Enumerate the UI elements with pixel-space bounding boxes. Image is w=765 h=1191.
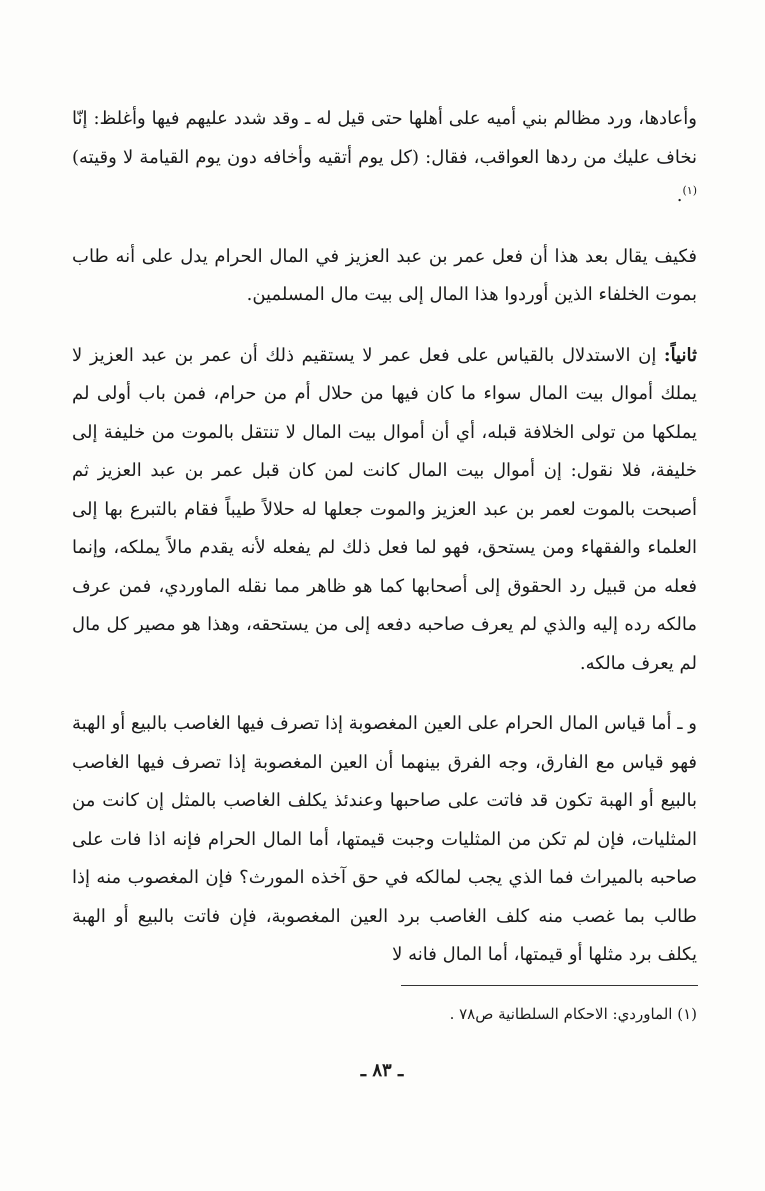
- page-body: [72, 100, 697, 997]
- paragraph-3-lead: ثانياً:: [663, 344, 697, 366]
- paragraph-2: [72, 238, 697, 315]
- paragraph-4: [72, 705, 697, 975]
- footnote-reference[interactable]: (١): [682, 184, 697, 197]
- footnote: (١) الماوردي: الاحكام السلطانية ص٧٨ .: [449, 1005, 697, 1023]
- paragraph-3-text: إن الاستدلال بالقياس على فعل عمر لا يستقيم ذلك أن عمر بن عبد العزيز لا يملك أموال بيت المال سواء ما كان فيها من حلال أم من حرام، فمن باب أولى لم يملكها من تولى الخلافة قبله، أي أن أموال بيت المال لا تنتقل بالموت من خليفة إلى خليفة، فلا نقول: إن أموال بيت المال كانت لمن كان قبل عمر بن عبد العزيز ثم أصبحت بالموت لعمر بن عبد العزيز والموت جعلها له حلالاً طيباً فقام بالتبرع بها إلى العلماء والفقهاء ومن يستحق، فهو لما فعل ذلك لم يفعله لأنه يقدم مالاً يملكه، وإنما فعله من قبيل رد الحقوق إلى أصحابها كما هو ظاهر مما نقله الماوردي، فمن عرف مالكه رده إليه والذي لم يعرف صاحبه دفعه إلى من يستحقه، وهذا هو مصير كل مال لم يعرف مالكه.: [72, 344, 697, 674]
- paragraph-4-text: و ـ أما قياس المال الحرام على العين المغصوبة إذا تصرف فيها الغاصب بالبيع أو الهبة فهو قياس مع الفارق، وجه الفرق بينهما أن العين المغصوبة إذا تصرف فيها الغاصب بالبيع أو الهبة تكون قد فاتت على صاحبها وعندئذ يكلف الغاصب بالمثل إن كانت من المثليات، فإن لم تكن من المثليات وجبت قيمتها، أما المال الحرام فإنه اذا فات على صاحبه بالميراث فما الذي يجب لمالكه في حق آخذه المورث؟ فإن المغصوب منه إذا طالب بما غصب منه كلف الغاصب برد العين المغصوبة، فإن فاتت بالبيع أو الهبة يكلف برد مثلها أو قيمتها، أما المال فانه لا: [72, 713, 697, 965]
- paragraph-1-tail: .: [676, 185, 683, 206]
- footnote-divider: [401, 985, 698, 986]
- page-number: ـ ٨٣ ـ: [360, 1060, 404, 1081]
- paragraph-3: [72, 337, 697, 684]
- paragraph-2-text: فكيف يقال بعد هذا أن فعل عمر بن عبد العزيز في المال الحرام يدل على أنه طاب بموت الخلفاء الذين أوردوا هذا المال إلى بيت مال المسلمين.: [72, 245, 697, 305]
- paragraph-1-text: وأعادها، ورد مظالم بني أميه على أهلها حتى قيل له ـ وقد شدد عليهم فيها وأغلظ: إنّا نخاف عليك من ردها العواقب، فقال: (كل يوم أتقيه وأخافه دون يوم القيامة لا وقيته): [72, 108, 697, 168]
- paragraph-1: [72, 100, 697, 216]
